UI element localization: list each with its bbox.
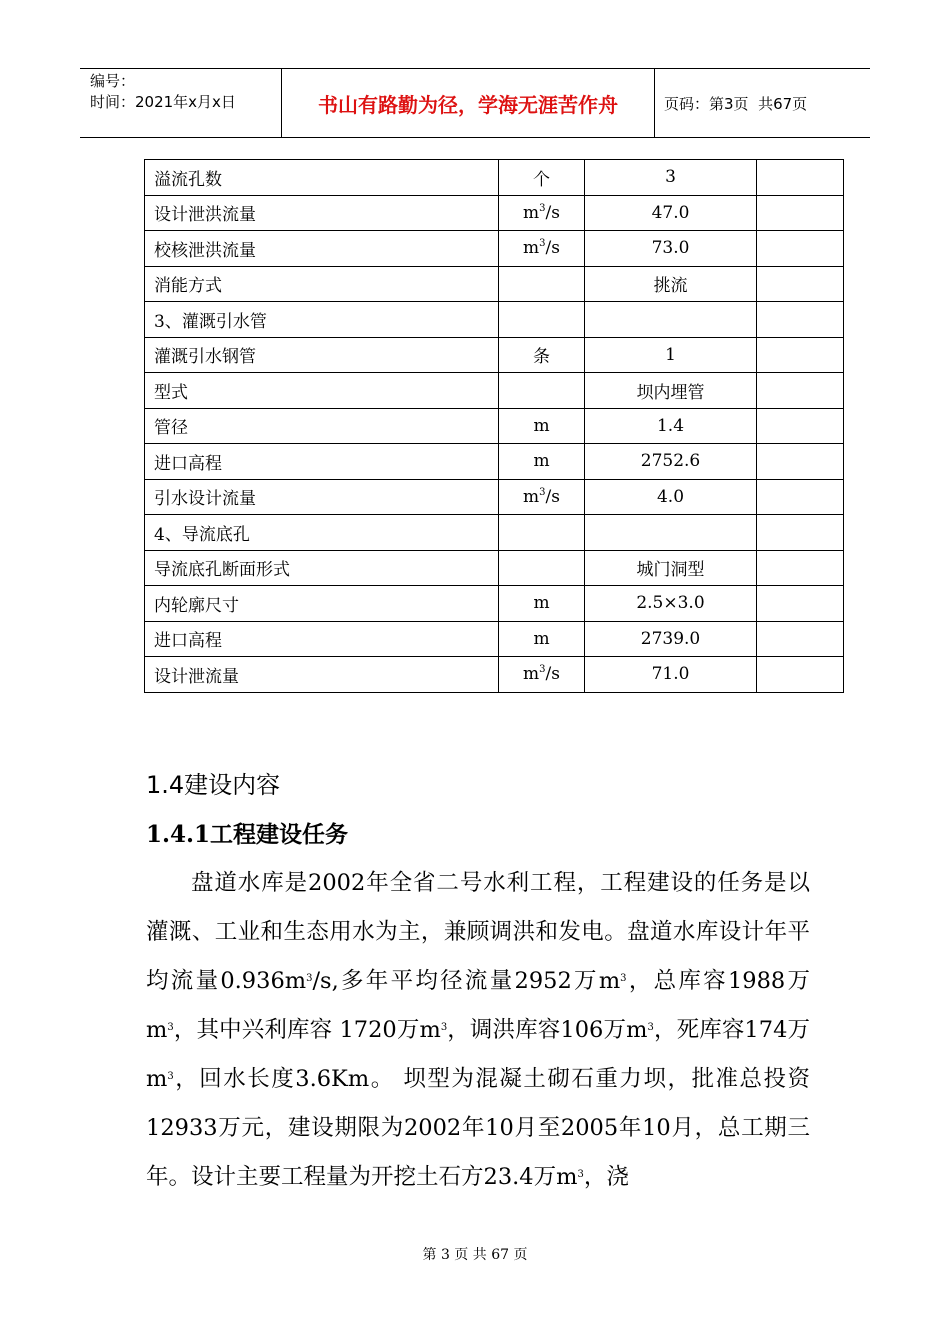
paragraph-text: ，调洪库容106万m (447, 1017, 648, 1043)
paragraph-superscript: 3 (167, 1071, 174, 1082)
param-note (757, 621, 844, 657)
param-note (757, 195, 844, 231)
param-value: 3 (585, 160, 757, 196)
param-value (585, 515, 757, 551)
param-unit (499, 266, 585, 302)
unit-base: m (533, 415, 550, 436)
param-note (757, 550, 844, 586)
param-name: 4、导流底孔 (145, 515, 499, 551)
header-meta (90, 71, 236, 113)
table-row (145, 160, 844, 196)
header-motto: 书山有路勤为径，学海无涯苦作舟 (318, 92, 618, 117)
param-value: 1.4 (585, 408, 757, 444)
table-row (145, 621, 844, 657)
param-unit (499, 479, 585, 515)
unit-base: m (523, 664, 540, 685)
paragraph-superscript: 3 (440, 1022, 448, 1033)
param-name: 设计泄流量 (145, 657, 499, 693)
param-value: 4.0 (585, 479, 757, 515)
param-name: 3、灌溉引水管 (145, 302, 499, 338)
param-unit (499, 373, 585, 409)
table-row (145, 515, 844, 551)
param-note (757, 302, 844, 338)
unit-superscript: 3 (539, 486, 546, 498)
param-note (757, 657, 844, 693)
paragraph-superscript: 3 (620, 973, 627, 984)
param-unit (499, 621, 585, 657)
unit-tail: /s (545, 202, 560, 223)
unit-tail: /s (545, 486, 560, 507)
param-unit (499, 515, 585, 551)
table-row (145, 266, 844, 302)
param-value: 73.0 (585, 231, 757, 267)
param-unit (499, 160, 585, 196)
unit-base: 个 (533, 169, 550, 190)
unit-base: m (533, 451, 550, 472)
param-value: 挑流 (585, 266, 757, 302)
unit-base: m (533, 628, 550, 649)
section-heading: 1.4建设内容 (146, 771, 281, 799)
table-row (145, 586, 844, 622)
unit-base: m (523, 238, 540, 259)
param-note (757, 337, 844, 373)
param-name: 进口高程 (145, 444, 499, 480)
param-unit (499, 302, 585, 338)
param-name: 灌溉引水钢管 (145, 337, 499, 373)
paragraph-superscript: 3 (647, 1022, 654, 1033)
header-date-label: 时间：2021年x月x日 (90, 93, 236, 111)
table-row (145, 479, 844, 515)
unit-superscript: 3 (539, 664, 546, 676)
table-row (145, 231, 844, 267)
param-note (757, 479, 844, 515)
param-note (757, 515, 844, 551)
paragraph-superscript: 3 (306, 973, 313, 984)
subsection-heading: 1.4.1工程建设任务 (146, 821, 349, 848)
param-value: 47.0 (585, 195, 757, 231)
param-note (757, 266, 844, 302)
unit-superscript: 3 (539, 238, 546, 250)
paragraph-text: ，死库容174万m (146, 1017, 811, 1092)
table-row (145, 373, 844, 409)
param-name: 校核泄洪流量 (145, 231, 499, 267)
param-unit (499, 444, 585, 480)
table-row (145, 550, 844, 586)
paragraph-superscript: 3 (577, 1169, 584, 1180)
param-name: 管径 (145, 408, 499, 444)
param-note (757, 160, 844, 196)
header-code-label: 编号： (90, 72, 136, 90)
param-note (757, 231, 844, 267)
param-note (757, 408, 844, 444)
unit-base: 条 (533, 347, 550, 368)
param-unit (499, 195, 585, 231)
param-unit (499, 550, 585, 586)
param-value: 城门洞型 (585, 550, 757, 586)
unit-tail: /s (545, 238, 560, 259)
param-value: 2.5×3.0 (585, 586, 757, 622)
paragraph-text: 盘道水库是2002年全省二号水利工程，工程建设的任务是以灌溉、工业和生态用水为主，兼顾调洪和发电。盘道水库设计年平均流量0.936m (146, 870, 810, 994)
unit-base: m (533, 593, 550, 614)
param-value (585, 302, 757, 338)
page-header (80, 68, 870, 138)
page-footer: 第 3 页 共 67 页 (422, 1247, 528, 1263)
parameter-table-body (145, 160, 844, 693)
param-unit (499, 337, 585, 373)
param-value: 1 (585, 337, 757, 373)
param-value: 2739.0 (585, 621, 757, 657)
param-unit (499, 586, 585, 622)
body-paragraph (146, 859, 810, 1202)
table-row (145, 657, 844, 693)
table-row (145, 444, 844, 480)
table-row (145, 408, 844, 444)
param-value: 坝内埋管 (585, 373, 757, 409)
param-name: 型式 (145, 373, 499, 409)
param-name: 导流底孔断面形式 (145, 550, 499, 586)
unit-base: m (523, 486, 540, 507)
param-unit (499, 657, 585, 693)
paragraph-text: ，浇 (583, 1164, 629, 1190)
param-name: 溢流孔数 (145, 160, 499, 196)
table-row (145, 195, 844, 231)
header-divider (654, 69, 655, 137)
param-value: 2752.6 (585, 444, 757, 480)
param-name: 内轮廓尺寸 (145, 586, 499, 622)
unit-tail: /s (545, 664, 560, 685)
unit-base: m (523, 202, 540, 223)
header-page-info: 页码：第3页 共67页 (664, 94, 808, 113)
param-unit (499, 408, 585, 444)
unit-superscript: 3 (539, 202, 546, 214)
param-name: 消能方式 (145, 266, 499, 302)
param-note (757, 586, 844, 622)
param-value: 71.0 (585, 657, 757, 693)
param-name: 进口高程 (145, 621, 499, 657)
paragraph-superscript: 3 (167, 1022, 174, 1033)
table-row (145, 302, 844, 338)
param-note (757, 444, 844, 480)
param-name: 引水设计流量 (145, 479, 499, 515)
paragraph-text: ，总库容1988万m (146, 968, 810, 1043)
param-unit (499, 231, 585, 267)
parameter-table (144, 159, 844, 693)
paragraph-text: ，其中兴利库容 1720万m (173, 1017, 441, 1043)
paragraph-text: ，回水长度3.6Km。 坝型为混凝土砌石重力坝，批准总投资12933万元，建设期限为2002年10月至2005年10月，总工期三年。设计主要工程量为开挖土石方23.4万m (146, 1066, 810, 1190)
table-row (145, 337, 844, 373)
param-name: 设计泄洪流量 (145, 195, 499, 231)
paragraph-text: /s,多年平均径流量2952万m (312, 968, 621, 994)
param-note (757, 373, 844, 409)
